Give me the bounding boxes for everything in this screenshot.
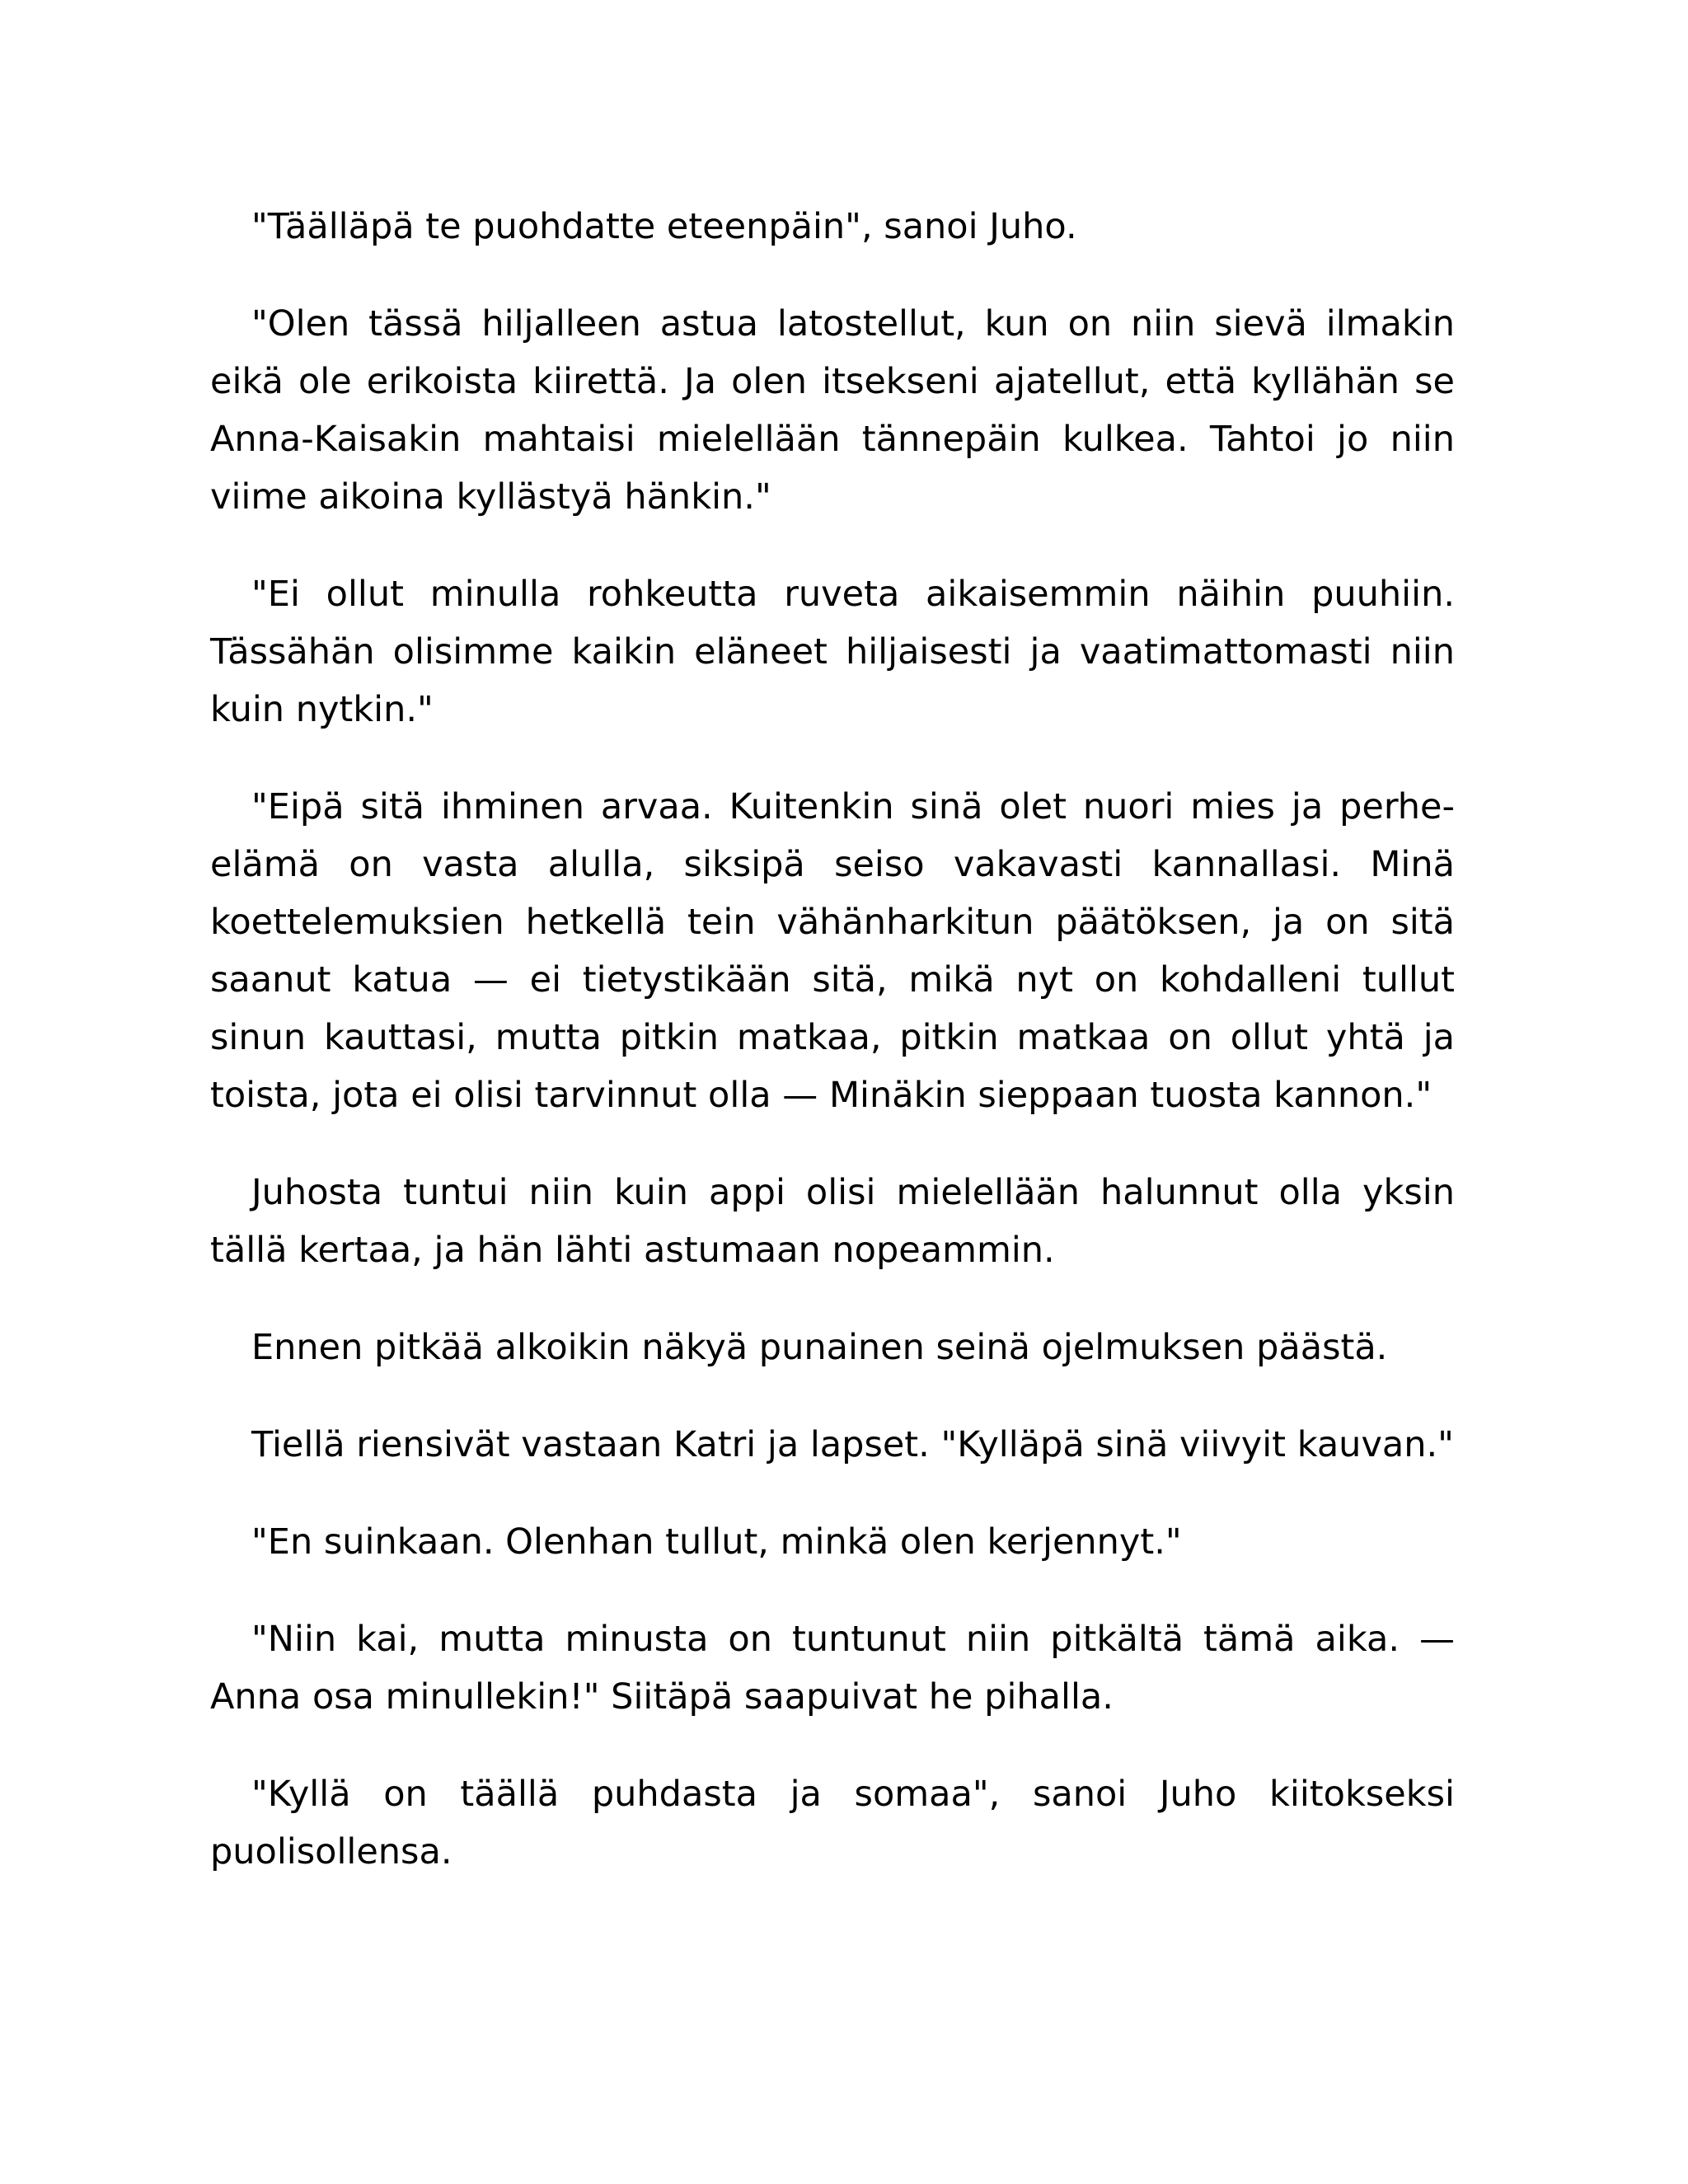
body-text bbox=[210, 198, 1455, 1920]
paragraph-2: "Olen tässä hiljalleen astua latostellut, kun on niin sievä ilmakin eikä ole erikoista kiirettä. Ja olen itsekseni ajatellut, että kyllähän se Anna-Kaisakin mahtaisi mielellään tännepäin kulkea. Tahtoi jo niin viime aikoina kyllästyä hänkin." bbox=[210, 303, 1455, 518]
paragraph-1: "Täälläpä te puohdatte eteenpäin", sanoi Juho. bbox=[251, 206, 1077, 247]
paragraph-10: "Kyllä on täällä puhdasta ja somaa", sanoi Juho kiitokseksi puolisollensa. bbox=[210, 1774, 1455, 1872]
paragraph-8: "En suinkaan. Olenhan tullut, minkä olen kerjennyt." bbox=[251, 1521, 1182, 1563]
paragraph-9: "Niin kai, mutta minusta on tuntunut niin pitkältä tämä aika. — Anna osa minullekin!" Siitäpä saapuivat he pihalla. bbox=[210, 1619, 1455, 1718]
paragraph-6: Ennen pitkää alkoikin näkyä punainen seinä ojelmuksen päästä. bbox=[251, 1327, 1388, 1368]
paragraph-3: "Ei ollut minulla rohkeutta ruveta aikaisemmin näihin puuhiin. Tässähän olisimme kaikin eläneet hiljaisesti ja vaatimattomasti niin kuin nytkin." bbox=[210, 574, 1455, 730]
paragraph-5: Juhosta tuntui niin kuin appi olisi mielellään halunnut olla yksin tällä kertaa, ja hän lähti astumaan nopeammin. bbox=[210, 1172, 1455, 1271]
paragraph-4: "Eipä sitä ihminen arvaa. Kuitenkin sinä olet nuori mies ja perhe-elämä on vasta alulla, siksipä seiso vakavasti kannallasi. Minä koettelemuksien hetkellä tein vähänharkitun päätöksen, ja on sitä saanut katua — ei tietystikään sitä, mikä nyt on kohdalleni tullut sinun kauttasi, mutta pitkin matkaa, pitkin matkaa on ollut yhtä ja toista, jota ei olisi tarvinnut olla — Minäkin sieppaan tuosta kannon." bbox=[210, 786, 1455, 1116]
paragraph-7: Tiellä riensivät vastaan Katri ja lapset. "Kylläpä sinä viivyit kauvan." bbox=[251, 1424, 1454, 1465]
